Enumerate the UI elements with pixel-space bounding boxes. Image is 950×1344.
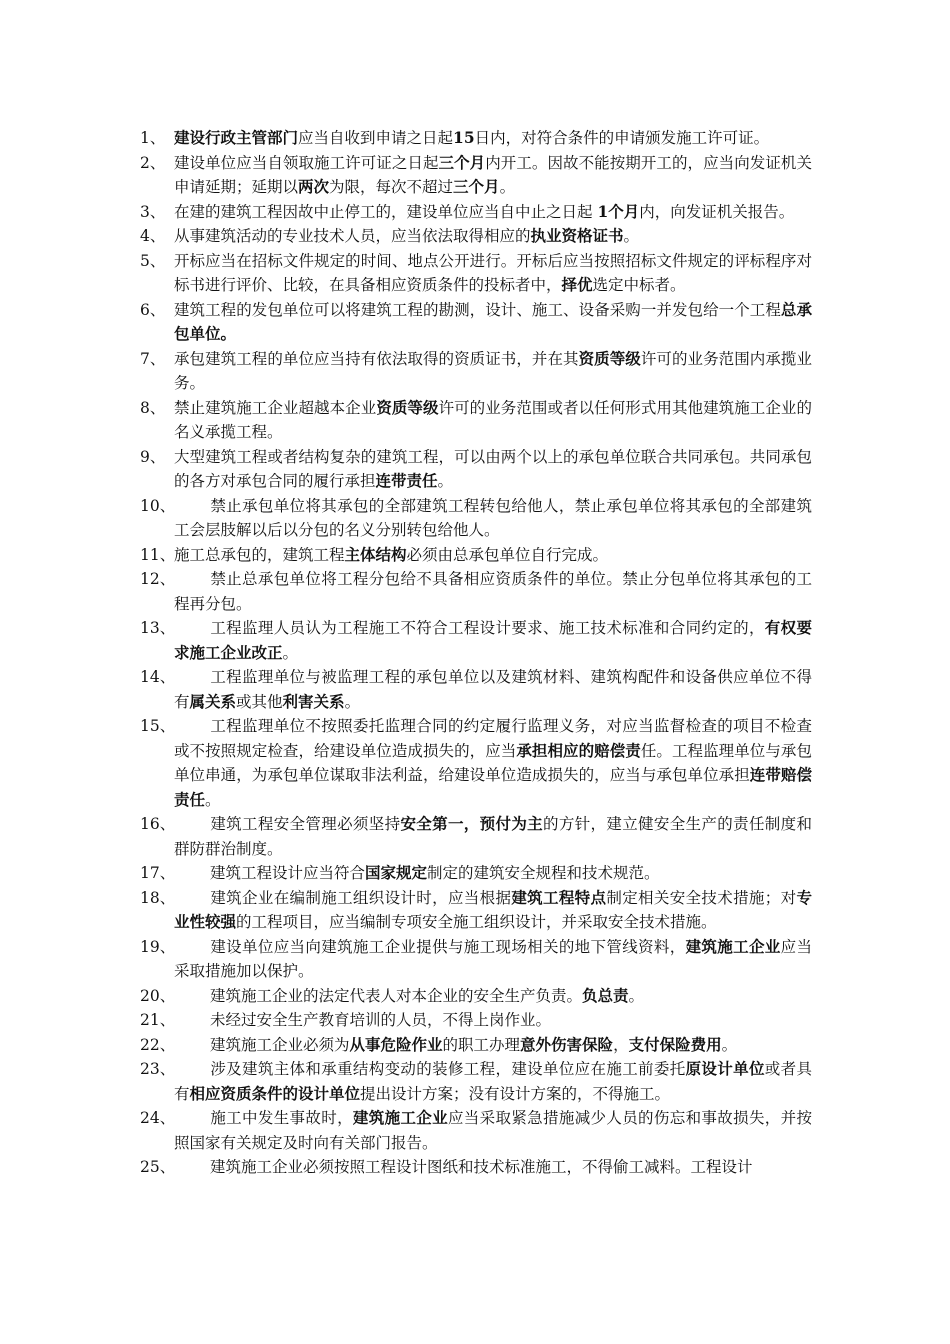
item-text: [174, 203, 794, 221]
text-segment: 的职工办理: [442, 1035, 521, 1054]
emphasis-text: 利害关系: [282, 691, 345, 711]
item-text: [174, 889, 812, 932]
item-number: 14、: [140, 668, 176, 686]
text-segment: 任。工程监理单位与承包单位串通，为承包单位谋取非法利益，给建设单位造成损失的，应当与承包单位承担: [174, 741, 812, 784]
list-item: [140, 1106, 812, 1155]
text-segment: 许可的业务范围或者以任何形式用其他建筑施工企业的名义承揽工程。: [174, 398, 812, 441]
emphasis-text: 建筑施工企业: [352, 1108, 448, 1127]
text-segment: 或者具有: [174, 1060, 812, 1103]
list-item: [140, 567, 812, 616]
list-item: [140, 543, 812, 568]
text-segment: 的方针，建立健安全生产的责任制度和群防群治制度。: [174, 815, 812, 858]
text-segment: 提出设计方案；没有设计方案的，不得施工。: [360, 1084, 671, 1103]
text-segment: 工程监理单位不按照委托监理合同的约定履行监理义务，对应当监督检查的项目不检查或不按照规定检查，给建设单位造成损失的，应当: [174, 717, 812, 760]
text-segment: ，: [613, 1035, 629, 1054]
text-segment: 。: [499, 178, 516, 196]
emphasis-text: 属关系: [189, 691, 237, 711]
item-text: [174, 301, 812, 344]
item-text: [174, 350, 812, 393]
text-segment: 建设单位应当自领取施工许可证之日起: [174, 153, 439, 172]
item-number: 11、: [140, 545, 176, 564]
list-item: [140, 1057, 812, 1106]
item-text: [174, 815, 812, 858]
item-text: [174, 227, 639, 245]
emphasis-text: 两次: [298, 177, 330, 196]
clause-list: [140, 126, 812, 1180]
list-item: [140, 1155, 812, 1180]
item-number: 15、: [140, 717, 176, 735]
item-number: 25、: [140, 1158, 176, 1176]
text-segment: 未经过安全生产教育培训的人员，不得上岗作业。: [210, 1011, 552, 1029]
item-number: 2、: [140, 153, 166, 172]
item-text: [174, 864, 660, 882]
emphasis-text: 三个月: [453, 177, 500, 196]
item-number: 10、: [140, 496, 176, 515]
item-number: 5、: [140, 251, 166, 270]
text-segment: 大型建筑工程或者结构复杂的建筑工程，可以由两个以上的承包单位联合共同承包。共同承包的各方对承包合同的履行承担: [174, 447, 812, 490]
text-segment: 涉及建筑主体和承重结构变动的装修工程，建设单位应在施工前委托: [210, 1060, 686, 1078]
text-segment: 内开工。因故不能按期开工的，应当向发证机关申请延期；延期以: [174, 153, 812, 196]
item-number: 12、: [140, 570, 176, 588]
emphasis-text: 相应资质条件的设计单位: [189, 1083, 361, 1103]
item-text: [174, 1158, 753, 1176]
emphasis-text: 原设计单位: [685, 1059, 765, 1078]
list-item: [140, 200, 812, 225]
item-number: 23、: [140, 1060, 176, 1078]
text-segment: 从事建筑活动的专业技术人员，应当依法取得相应的: [174, 227, 531, 245]
list-item: [140, 151, 812, 200]
item-text: [174, 938, 812, 981]
text-segment: 为限，每次不超过: [329, 178, 454, 196]
text-segment: 建筑企业在编制施工组织设计时，应当根据: [210, 888, 512, 907]
emphasis-text: 专业性较强: [174, 887, 812, 931]
item-number: 24、: [140, 1109, 176, 1127]
list-item: [140, 861, 812, 886]
text-segment: 建设单位应当向建筑施工企业提供与施工现场相关的地下管线资料，: [210, 937, 686, 956]
item-text: [174, 1011, 551, 1029]
list-item: [140, 445, 812, 494]
text-segment: 建筑工程设计应当符合: [210, 864, 366, 882]
text-segment: 应当自收到申请之日起: [298, 129, 454, 147]
text-segment: 建筑施工企业必须为: [210, 1035, 350, 1054]
text-segment: 建筑工程安全管理必须坚持: [210, 815, 401, 833]
list-item: [140, 665, 812, 714]
list-item: [140, 1008, 812, 1033]
text-segment: 选定中标者。: [592, 276, 686, 294]
text-segment: 应当采取措施加以保护。: [174, 937, 812, 980]
text-segment: 。: [628, 986, 645, 1005]
list-item: [140, 224, 812, 249]
text-segment: 建筑工程的发包单位可以将建筑工程的勘测，设计、施工、设备采购一并发包给一个工程: [174, 300, 781, 319]
emphasis-text: 安全第一，预付为主: [400, 814, 544, 833]
text-segment: 开标应当在招标文件规定的时间、地点公开进行。开标后应当按照招标文件规定的评标程序对标书进行评价、比较，在具备相应资质条件的投标者中，: [174, 251, 812, 294]
list-item: [140, 126, 812, 151]
list-item: [140, 298, 812, 347]
emphasis-text: 负总责: [582, 985, 629, 1005]
text-segment: 禁止承包单位将其承包的全部建筑工程转包给他人，禁止承包单位将其承包的全部建筑工会层肢解以后以分包的名义分别转包给他人。: [174, 496, 812, 539]
emphasis-text: 从事危险作业: [349, 1034, 443, 1054]
list-item: [140, 714, 812, 812]
item-text: [174, 668, 812, 711]
text-segment: 承包建筑工程的单位应当持有依法取得的资质证书，并在其: [174, 349, 579, 368]
item-number: 4、: [140, 227, 166, 245]
list-item: [140, 984, 812, 1009]
emphasis-text: 建设行政主管部门: [174, 128, 299, 147]
item-text: [174, 1109, 812, 1152]
item-number: 22、: [140, 1035, 176, 1054]
list-item: [140, 347, 812, 396]
text-segment: 施工总承包的，建筑工程: [174, 545, 345, 564]
text-segment: 。: [282, 643, 299, 662]
text-segment: 禁止建筑施工企业超越本企业: [174, 398, 377, 417]
emphasis-text: 连带责任: [375, 471, 438, 490]
emphasis-text: 连带赔偿责任: [174, 765, 812, 809]
emphasis-text: 15: [453, 128, 475, 147]
item-number: 16、: [140, 815, 176, 833]
text-segment: 。: [344, 692, 361, 711]
text-segment: 制定的建筑安全规程和技术规范。: [427, 864, 660, 882]
list-item: [140, 886, 812, 935]
list-item: [140, 935, 812, 984]
list-item: [140, 616, 812, 665]
text-segment: 。: [205, 790, 221, 809]
item-text: [174, 717, 812, 809]
item-text: [174, 1060, 812, 1103]
item-text: [174, 497, 812, 540]
text-segment: 应当采取紧急措施减少人员的伤忘和事故损失，并按照国家有关规定及时向有关部门报告。: [174, 1109, 812, 1152]
emphasis-text: 建筑施工企业: [685, 936, 781, 956]
item-number: 3、: [140, 202, 166, 221]
text-segment: 日内，对符合条件的申请颁发施工许可证。: [474, 129, 770, 147]
text-segment: 建筑施工企业的法定代表人对本企业的安全生产负责。: [210, 986, 583, 1005]
text-segment: 工程监理人员认为工程施工不符合工程设计要求、施工技术标准和合同约定的，: [210, 619, 765, 637]
text-segment: 。: [437, 472, 454, 490]
item-number: 6、: [140, 300, 166, 319]
item-text: [174, 154, 812, 197]
item-text: [174, 252, 812, 295]
emphasis-text: 意外伤害保险: [520, 1034, 614, 1054]
item-number: 21、: [140, 1011, 176, 1029]
item-text: [174, 399, 812, 442]
emphasis-text: 国家规定: [365, 863, 428, 882]
emphasis-text: 主体结构: [344, 544, 407, 564]
item-text: [174, 129, 769, 147]
item-text: [174, 619, 812, 662]
text-segment: 在建的建筑工程因故中止停工的，建设单位应当自中止之日起: [174, 202, 598, 221]
item-number: 19、: [140, 937, 176, 956]
list-item: [140, 494, 812, 543]
list-item: [140, 812, 812, 861]
text-segment: 制定相关安全技术措施；对: [606, 888, 797, 907]
item-number: 1、: [140, 129, 166, 147]
text-segment: 施工中发生事故时，: [210, 1109, 353, 1127]
item-text: [174, 546, 608, 564]
item-number: 7、: [140, 349, 166, 368]
item-text: [174, 987, 644, 1005]
emphasis-text: 总承包单位。: [174, 299, 812, 343]
emphasis-text: 支付保险费用: [628, 1034, 722, 1054]
item-text: [174, 448, 812, 491]
emphasis-text: 资质等级: [376, 397, 439, 417]
emphasis-text: 择优: [561, 275, 593, 294]
text-segment: 或其他: [236, 692, 283, 711]
text-segment: 。: [721, 1035, 738, 1054]
text-segment: 必须由总承包单位自行完成。: [406, 545, 609, 564]
text-segment: 内，向发证机关报告。: [639, 202, 795, 221]
emphasis-text: 1个月: [597, 201, 640, 221]
item-number: 17、: [140, 864, 176, 882]
item-number: 13、: [140, 619, 176, 637]
item-text: [174, 1036, 737, 1054]
list-item: [140, 396, 812, 445]
emphasis-text: 承担相应的赔偿责: [516, 740, 641, 760]
emphasis-text: 资质等级: [578, 348, 641, 368]
list-item: [140, 1033, 812, 1058]
item-number: 9、: [140, 447, 166, 466]
emphasis-text: 建筑工程特点: [511, 887, 607, 907]
emphasis-text: 三个月: [438, 152, 486, 172]
text-segment: 工程监理单位与被监理工程的承包单位以及建筑材料、建筑构配件和设备供应单位不得有: [174, 668, 812, 711]
item-number: 18、: [140, 888, 176, 907]
text-segment: 建筑施工企业必须按照工程设计图纸和技术标准施工，不得偷工减料。工程设计: [210, 1158, 753, 1176]
text-segment: 的工程项目，应当编制专项安全施工组织设计，并采取安全技术措施。: [236, 913, 717, 931]
item-number: 20、: [140, 986, 176, 1005]
text-segment: 。: [623, 227, 640, 245]
emphasis-text: 执业资格证书: [530, 226, 624, 245]
item-number: 8、: [140, 398, 166, 417]
item-text: [174, 570, 812, 613]
emphasis-text: 有权要求施工企业改正: [174, 618, 812, 662]
text-segment: 禁止总承包单位将工程分包给不具备相应资质条件的单位。禁止分包单位将其承包的工程再分包。: [174, 570, 812, 613]
text-segment: 许可的业务范围内承揽业务。: [174, 349, 812, 392]
list-item: [140, 249, 812, 298]
